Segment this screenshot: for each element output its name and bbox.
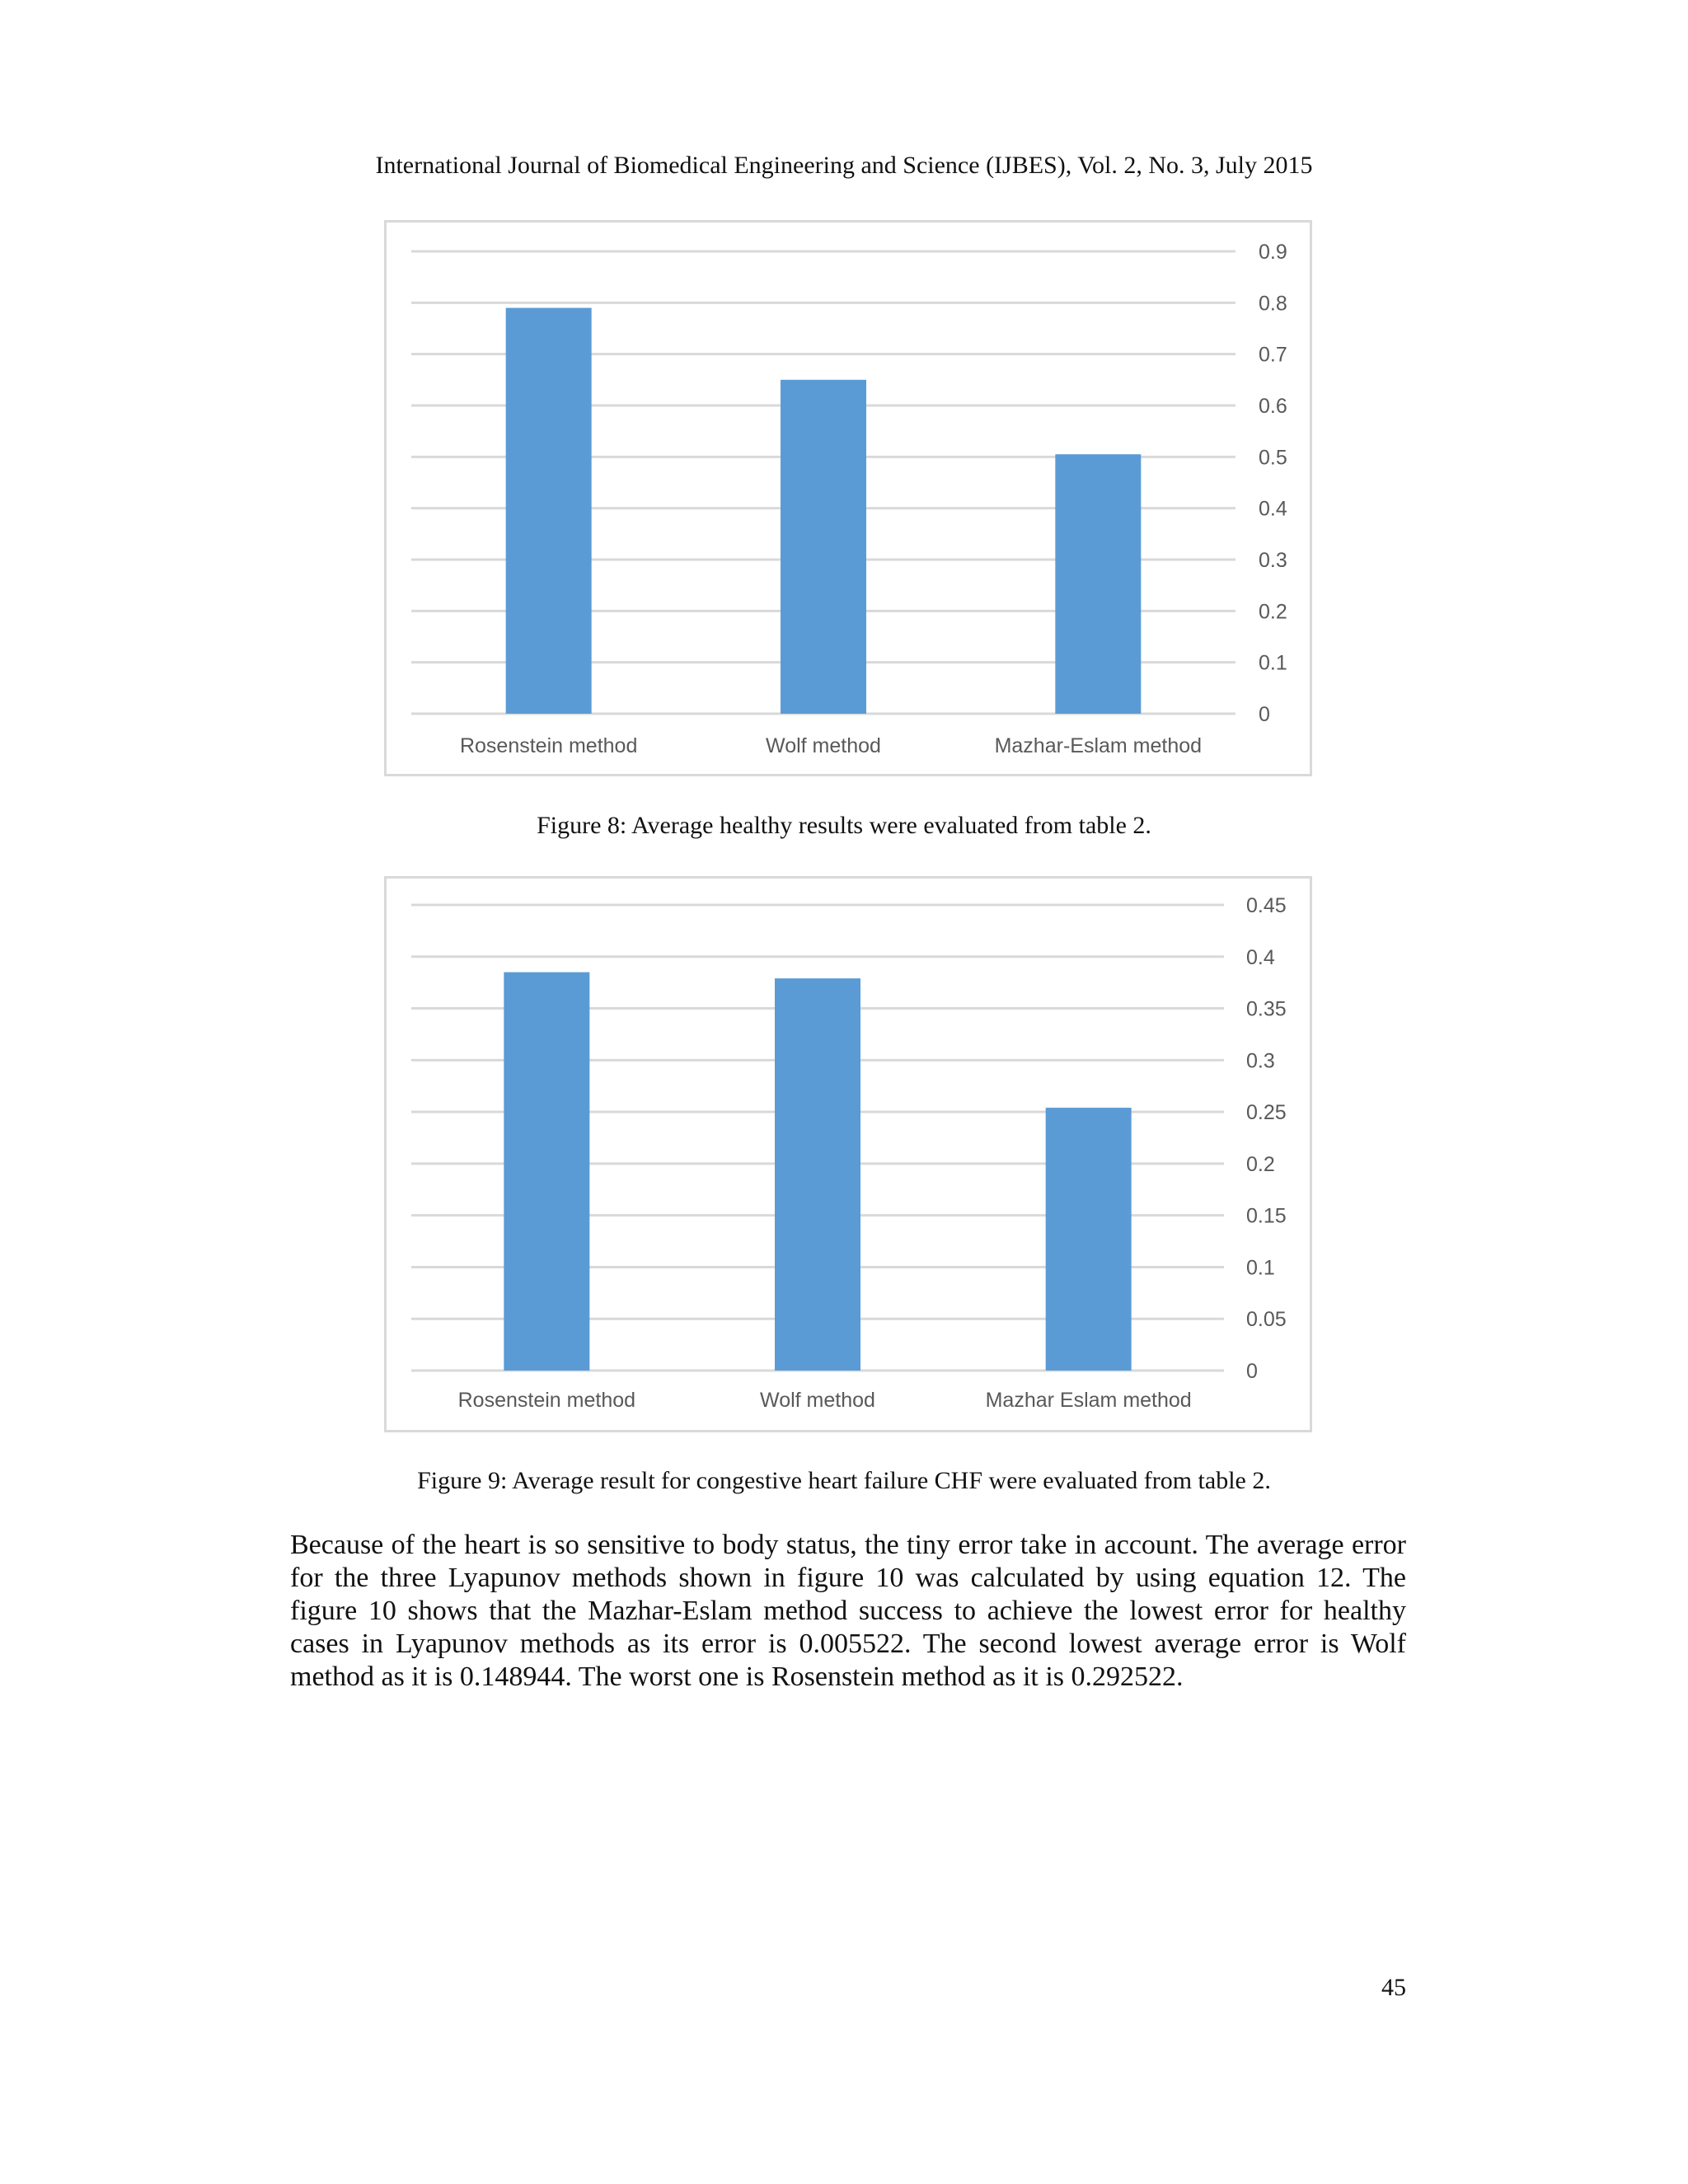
- category-label: Wolf method: [766, 734, 881, 757]
- bar-wolf-method: [775, 978, 860, 1371]
- figure-8-chart: [384, 220, 1312, 776]
- page-number: 45: [1381, 1974, 1406, 2001]
- bar-rosenstein-method: [506, 308, 592, 714]
- figure-8-caption: Figure 8: Average healthy results were evaluated from table 2.: [537, 812, 1151, 839]
- body-paragraph: Because of the heart is so sensitive to body status, the tiny error take in account. The average error for the three Lyapunov methods shown in figure 10 was calculated by using equation 12. The figure 10 shows that the Mazhar-Eslam method success to achieve the lowest error for healthy cases in Lyapunov methods as its error is 0.005522. The second lowest average error is Wolf method as it is 0.148944. The worst one is Rosenstein method as it is 0.292522.: [290, 1530, 1406, 1692]
- y-tick-label: 0.3: [1246, 1049, 1275, 1073]
- y-tick-label: 0.2: [1246, 1152, 1275, 1176]
- y-tick-label: 0.2: [1259, 600, 1287, 624]
- figure-9-caption: Figure 9: Average result for congestive heart failure CHF were evaluated from table 2.: [417, 1467, 1271, 1494]
- y-tick-label: 0.5: [1259, 446, 1287, 470]
- y-tick-label: 0.35: [1246, 997, 1287, 1021]
- bar-wolf-method: [781, 380, 866, 714]
- figure-9-bar-chart-svg: [387, 879, 1310, 1430]
- running-header: International Journal of Biomedical Engineering and Science (IJBES), Vol. 2, No. 3, July 2015: [375, 152, 1313, 179]
- y-tick-label: 0.15: [1246, 1204, 1287, 1228]
- y-tick-label: 0.25: [1246, 1101, 1287, 1125]
- figure-9-chart: [384, 876, 1312, 1432]
- y-tick-label: 0: [1259, 703, 1270, 726]
- category-label: Mazhar Eslam method: [985, 1389, 1192, 1412]
- y-tick-label: 0.7: [1259, 343, 1287, 367]
- figure-8-bar-chart-svg: [387, 223, 1310, 774]
- y-tick-label: 0.45: [1246, 894, 1287, 917]
- y-tick-label: 0.1: [1259, 651, 1287, 675]
- y-tick-label: 0.1: [1246, 1256, 1275, 1280]
- y-tick-label: 0.4: [1259, 497, 1287, 521]
- bar-mazhar-eslam-method: [1055, 454, 1141, 714]
- bar-rosenstein-method: [504, 972, 589, 1371]
- y-tick-label: 0.4: [1246, 945, 1275, 969]
- y-tick-label: 0.05: [1246, 1308, 1287, 1332]
- category-label: Wolf method: [760, 1389, 875, 1412]
- bar-mazhar-eslam-method: [1046, 1108, 1132, 1371]
- category-label: Rosenstein method: [459, 734, 638, 757]
- y-tick-label: 0.6: [1259, 395, 1287, 418]
- y-tick-label: 0.8: [1259, 292, 1287, 316]
- y-tick-label: 0: [1246, 1360, 1258, 1383]
- category-label: Rosenstein method: [457, 1389, 636, 1412]
- y-tick-label: 0.9: [1259, 241, 1287, 264]
- category-label: Mazhar-Eslam method: [994, 734, 1203, 757]
- y-tick-label: 0.3: [1259, 549, 1287, 572]
